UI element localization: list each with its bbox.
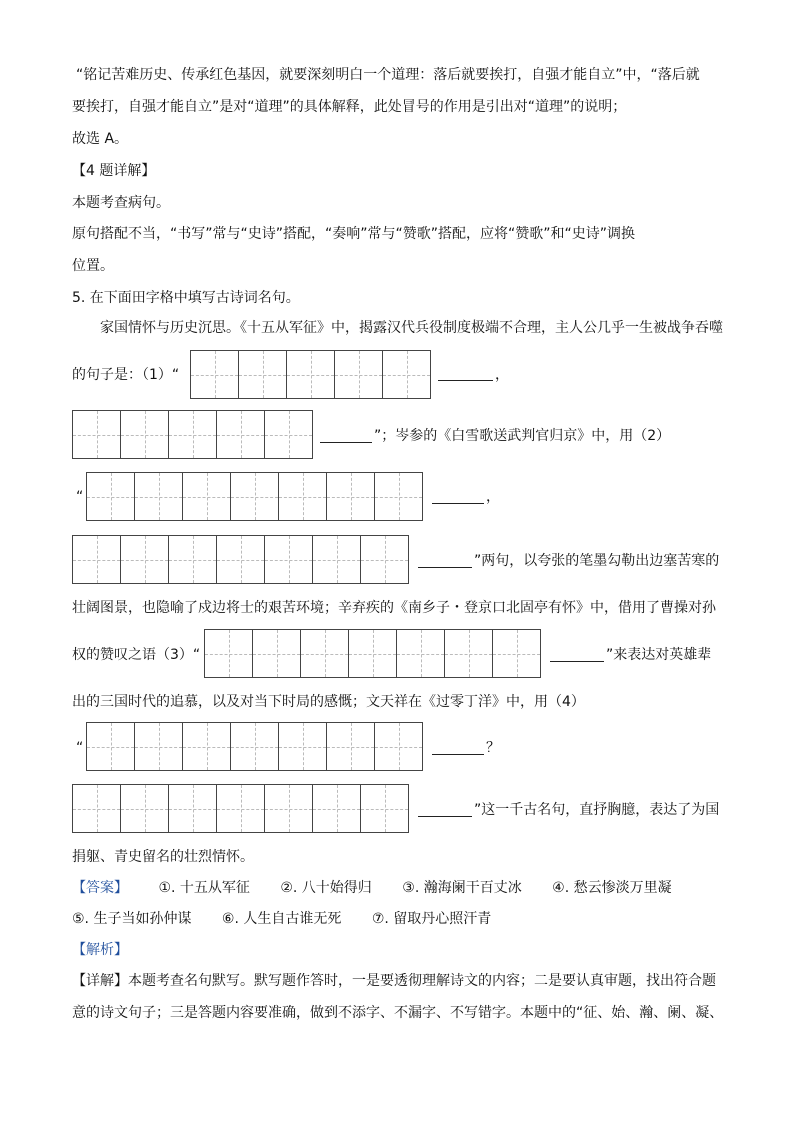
answer-item-4: ④. 愁云惨淡万里凝: [552, 880, 672, 896]
blank-2[interactable]: [320, 442, 372, 443]
analysis-line-1: 【详解】本题考查名句默写。默写题作答时，一是要透彻理解诗文的内容；二是要认真审题，找出符合题: [72, 973, 716, 989]
answer-item-5: ⑤. 生子当如孙仲谋: [72, 911, 192, 927]
grid-5[interactable]: [204, 629, 541, 678]
paragraph-line-7-end: ”来表达对英雄辈: [606, 647, 712, 663]
paragraph-line-2-start: 的句子是：（1）“: [72, 367, 180, 383]
grid-2[interactable]: [72, 410, 313, 459]
section-heading-4: 【4 题详解】: [72, 163, 156, 179]
quote-open-2: “: [76, 489, 84, 505]
comma-1: ，: [495, 367, 509, 383]
analysis-line-2: 意的诗文句子；三是答题内容要准确，做到不添字、不漏字、不写错字。本题中的“征、始、瀚、阑、凝、: [72, 1005, 724, 1021]
blank-4[interactable]: [418, 567, 472, 568]
line-2: 要挨打，自强才能自立”是对“道理”的具体解释，此处冒号的作用是引出对“道理”的说明；: [72, 99, 627, 115]
paragraph-line-1: 家国情怀与历史沉思。《十五从军征》中，揭露汉代兵役制度极端不合理，主人公几乎一生被战争吞噬: [100, 320, 723, 336]
grid-6[interactable]: [86, 722, 423, 771]
answer-row-1: [72, 878, 698, 898]
answer-item-1: ①. 十五从军征: [158, 880, 250, 896]
paragraph-line-11: 捐躯、青史留名的壮烈情怀。: [72, 849, 254, 865]
paragraph-line-6: 壮阔图景，也隐喻了戍边将士的艰苦环境；辛弃疾的《南乡子・登京口北固亭有怀》中，借用了曹操对孙: [72, 600, 716, 616]
line-3: 故选 A。: [72, 131, 129, 147]
answer-item-2: ②. 八十始得归: [280, 880, 372, 896]
grid-3[interactable]: [86, 472, 423, 521]
blank-1[interactable]: [438, 380, 493, 381]
line-7: 位置。: [72, 258, 114, 274]
paragraph-line-10: ”这一千古名句，直抒胸臆，表达了为国: [474, 802, 720, 818]
paragraph-line-5: ”两句，以夸张的笔墨勾勒出边塞苦寒的: [474, 553, 720, 569]
grid-4[interactable]: [72, 535, 409, 584]
grid-7[interactable]: [72, 784, 409, 833]
answer-label: 【答案】: [72, 880, 128, 896]
blank-3[interactable]: [432, 503, 484, 504]
quote-open-4: “: [76, 740, 84, 756]
paragraph-line-3: ”；岑参的《白雪歌送武判官归京》中，用（2）: [374, 428, 671, 444]
line-6: 原句搭配不当，“书写”常与“史诗”搭配，“奏响”常与“赞歌”搭配，应将“赞歌”和“史诗”调换: [72, 226, 636, 242]
paragraph-line-8: 出的三国时代的追慕，以及对当下时局的感慨；文天祥在《过零丁洋》中，用（4）: [72, 694, 585, 710]
blank-6[interactable]: [432, 754, 484, 755]
question-mark: ？: [486, 740, 500, 756]
comma-2: ，: [486, 489, 500, 505]
line-5: 本题考查病句。: [72, 195, 170, 211]
grid-1[interactable]: [190, 350, 431, 399]
question-5: 5. 在下面田字格中填写古诗词名句。: [72, 290, 300, 306]
blank-7[interactable]: [418, 816, 472, 817]
paragraph-line-7-start: 权的赞叹之语（3）“: [72, 647, 201, 663]
answer-item-6: ⑥. 人生自古谁无死: [221, 911, 342, 927]
blank-5[interactable]: [550, 661, 604, 662]
analysis-label: 【解析】: [72, 942, 128, 958]
answer-item-3: ③. 瀚海阑干百丈冰: [402, 880, 522, 896]
line-1: “铭记苦难历史、传承红色基因，就要深刻明白一个道理：落后就要挨打，自强才能自立”中，“落后就: [76, 67, 700, 83]
answer-row-2: [72, 909, 517, 929]
answer-item-7: ⑦. 留取丹心照汗青: [371, 911, 492, 927]
